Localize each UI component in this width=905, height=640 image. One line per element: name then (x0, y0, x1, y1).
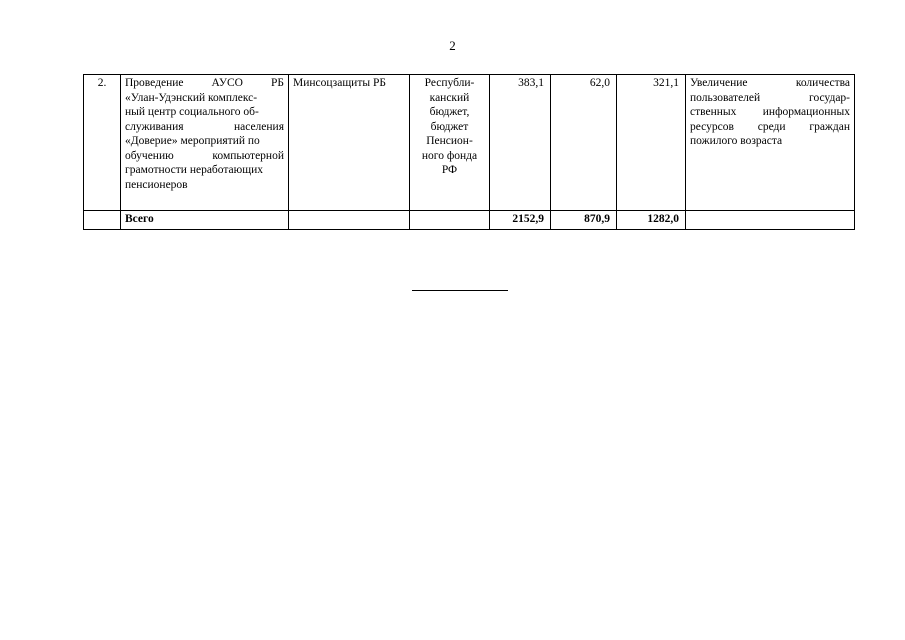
description-line: Проведение АУСО РБ (125, 77, 284, 89)
source-line: бюджет, (429, 106, 470, 118)
source-line: Пенсион- (426, 135, 473, 147)
grand-total-amount-2: 870,9 (551, 211, 617, 230)
grand-total-amount-3: 1282,0 (617, 211, 686, 230)
page-number: 2 (449, 38, 456, 53)
total-row (84, 211, 855, 230)
source-line: бюджет (430, 120, 469, 133)
executor-cell: Минсоцзащиты РБ (289, 75, 410, 211)
program-table (83, 74, 855, 230)
result-line: пользователей государ- (690, 91, 850, 104)
description-line: ный центр социального об- (125, 106, 259, 118)
description-cell (121, 75, 289, 211)
amount-cell-2: 62,0 (551, 75, 617, 211)
source-line: ного фонда (421, 149, 478, 162)
table-row (84, 75, 855, 211)
result-line: ресурсов среди граждан (690, 120, 850, 133)
description-line: обучению компьютерной (125, 149, 284, 162)
result-line: Увеличение количества (690, 77, 850, 89)
description-line: грамотности неработающих (125, 164, 264, 176)
funding-source-cell (410, 75, 490, 211)
description-line: пенсионеров (125, 178, 188, 191)
end-separator-line (412, 290, 508, 291)
description-line: служивания населения (125, 120, 284, 133)
source-line: канский (429, 91, 470, 104)
total-row-number-cell (84, 211, 121, 230)
total-executor-cell (289, 211, 410, 230)
total-label: Всего (121, 211, 289, 230)
result-line: ственных информационных (690, 106, 850, 118)
source-line: Республи- (424, 77, 475, 89)
total-source-cell (410, 211, 490, 230)
result-line: пожилого возраста (690, 135, 783, 147)
total-result-cell (686, 211, 855, 230)
source-line: РФ (441, 164, 458, 176)
expected-result-cell (686, 75, 855, 211)
total-amount-cell: 383,1 (490, 75, 551, 211)
row-number-cell: 2. (84, 75, 121, 211)
grand-total-amount: 2152,9 (490, 211, 551, 230)
amount-cell-3: 321,1 (617, 75, 686, 211)
description-line: «Доверие» мероприятий по (125, 135, 260, 147)
description-line: «Улан-Удэнский комплекс- (125, 91, 258, 104)
